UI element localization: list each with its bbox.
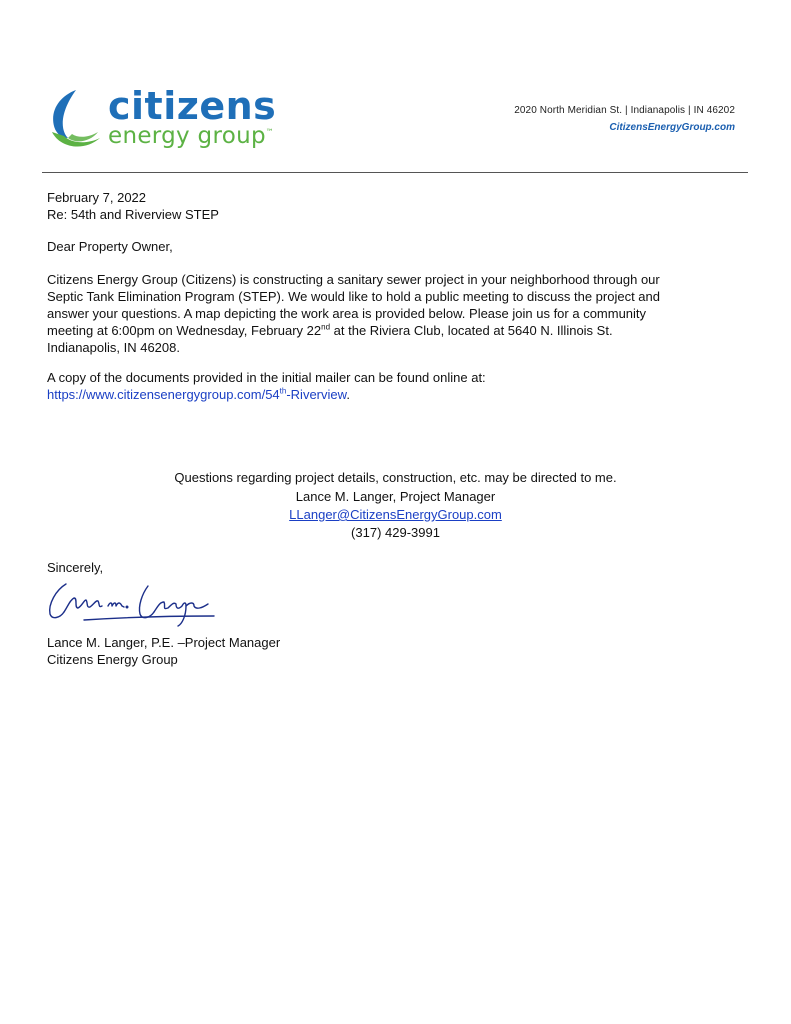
logo-swirl-icon <box>46 88 106 150</box>
handwritten-signature <box>44 576 224 628</box>
logo-trademark: ™ <box>265 127 275 137</box>
paragraph-1-line <box>47 322 747 339</box>
ordinal-suffix: nd <box>321 322 331 332</box>
letter-subject: Re: 54th and Riverview STEP <box>47 207 219 222</box>
meeting-location-text: at the Riviera Club, located at 5640 N. Illinois St. <box>330 323 613 338</box>
paragraph-1-line: answer your questions. A map depicting the work area is provided below. Please join us for a community <box>47 306 647 321</box>
paragraph-2: A copy of the documents provided in the initial mailer can be found online at: https://www.citizensenergygroup.com/54th-Riverview. <box>47 369 747 403</box>
paragraph-2-line: A copy of the documents provided in the initial mailer can be found online at: <box>47 370 486 385</box>
contact-phone: (317) 429-3991 <box>351 525 440 540</box>
documents-link[interactable]: https://www.citizensenergygroup.com/54th-Riverview <box>47 386 347 402</box>
paragraph-1-line: Septic Tank Elimination Program (STEP). We would like to hold a public meeting to discuss the project and <box>47 289 660 304</box>
salutation: Dear Property Owner, <box>47 239 173 254</box>
contact-intro: Questions regarding project details, construction, etc. may be directed to me. <box>174 470 617 485</box>
company-address: 2020 North Meridian St. | Indianapolis | IN 46202 <box>514 105 735 116</box>
paragraph-1-line: Indianapolis, IN 46208. <box>47 340 180 355</box>
paragraph-1 <box>47 271 747 356</box>
contact-email-link[interactable]: LLanger@CitizensEnergyGroup.com <box>289 507 502 522</box>
signatory-organization: Citizens Energy Group <box>47 652 178 667</box>
meeting-date-text: meeting at 6:00pm on Wednesday, February 22 <box>47 323 322 338</box>
logo-wordmark-citizens: citizens <box>108 84 277 128</box>
header-divider <box>42 172 748 173</box>
paragraph-1-line: Citizens Energy Group (Citizens) is constructing a sanitary sewer project in your neighborhood through our <box>47 272 660 287</box>
closing: Sincerely, <box>47 560 104 575</box>
company-website[interactable]: CitizensEnergyGroup.com <box>609 122 735 133</box>
signatory-name: Lance M. Langer, P.E. –Project Manager <box>47 635 281 650</box>
logo-wordmark-energy-group: energy group <box>108 123 266 149</box>
citizens-logo <box>46 86 286 152</box>
contact-name: Lance M. Langer, Project Manager <box>295 489 496 504</box>
letter-date: February 7, 2022 <box>47 190 147 205</box>
